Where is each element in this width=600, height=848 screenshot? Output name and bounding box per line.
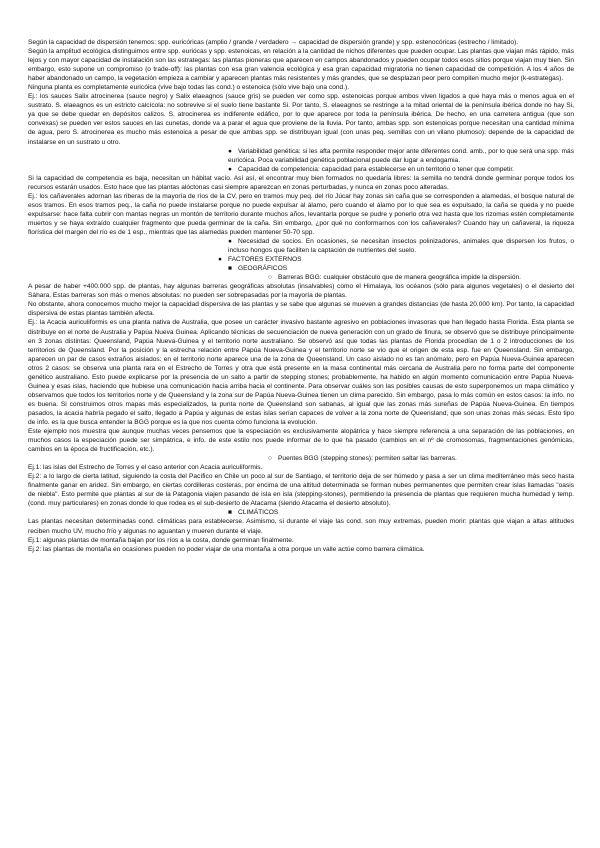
paragraph [28,38,574,47]
paragraph-text: CLIMÁTICOS [238,509,279,517]
bullet-item [228,237,574,255]
paragraph-text: Las plantas necesitan determinadas cond. climáticas para establecerse. Asimismo, si durante el viaje las cond. son muy extremas, pueden morir: plantas que viajan a altas altitudes reciben mucho UV, mucho frío y algunas no aguantan y mueren durante el viaje. [28,518,574,535]
paragraph [28,517,574,535]
paragraph [28,47,574,83]
paragraph [28,282,574,300]
paragraph-text: No obstante, ahora conocemos mucho mejor la capacidad dispersiva de las plantas y se sabe que algunas se mueven a grandes distancias (de hasta 20.000 km). Por tanto, la capacidad dispersiva de estas plantas también afecta. [28,301,574,318]
bullet-item [228,165,574,174]
bullet-item [268,273,574,282]
bullet-marker-icon: ● [228,238,232,246]
paragraph-text: Según la amplitud ecológica distinguimos entre spp. euriócas y spp. estenoicas, en relación a la cantidad de nichos diferentes que pueden ocupar. Las plantas que viajan más rápido, más lejos y con mayor capacidad de instalación son las estrategas: las plantas pioneras que aparecen en campos abandonados y pueden ocupar todos esos sitios porque viajan muy bien. Sin embargo, esto supone un compromiso (o trade-off): las plantas con esa gran valencia ecológica y esa gran capacidad migratoria no tienen capacidad de competición. A los 4 años de haber abandonado un campo, la vegetación empieza a cambiar y aparecen plantas más resistentes y más grandes, que se desplazan peor pero compiten mucho mejor (k-estrategas). [28,48,574,83]
paragraph [28,472,574,508]
paragraph [28,536,574,545]
paragraph-text: Variabilidad genética: si les afta permite responder mejor ante diferentes cond. amb., por lo que será una spp. más euricóica. Poca variabilidad genética poblacional puede dar lugar a endogamia. [228,147,574,164]
bullet-item [228,508,574,517]
paragraph-text: Ej.: la Acacia auriculiformis es una planta nativa de Australia, que posee un carácter invasivo bastante agresivo en poblaciones invasoras que han llegado hasta Florida. Esta planta se distribuye en el norte de Australia y Papúa Nueva Guinea. Aplicando técnicas de secuenciación de nueva generación con un grado de finura, se observó que se distribuye principalmente en 3 zonas distintas: Queensland, Papúa Nueva-Guinea y el territorio norte australiano. Se observó así que todas las plantas de Florida procedían de 1 o 2 introducciones de los territorios de Queensland. Por la posición y la estrecha relación entre Papúa Nueva-Guinea y el territorio norte se vio que el origen de esta esp. fue en Queensland. Sin embargo, aparecen un par de casos extraños aislados: en el territorio norte aparece una de la zona de Queensland. Un caso aislado no es tan anómalo, pero en Papúa Nueva-Guinea aparecen otros 2 casos: se observa una planta rara en el Estrecho de Torres y otra que está presente en la masa continental más cercana de Australia pero no forma parte del componente genético australiano. Esto puede explicarse por la presencia de un salto a partir de stepping stones; probablemente, ha habido en algún momento comunicación entre Papúa Nueva-Guinea y esas islas, haciendo que hubiese una comunicación hacia arriba hacia el continente. Para observar cuáles son las posibles causas de esto superponemos un mapa climático y observamos que todos los territorios norte y de Queensland y la zona sur de Papúa Nueva-Guinea tienen un clima parecido. Sin embargo, pasa lo más común en estos casos: la info. no es buena. Si construimos otros mapas más especializados, la punta norte de Queensland son sabanas, al igual que las zonas más sureñas de Papúa Nueva-Guinea. En tiempos pasados, la acacia habría pegado el salto, llegado a Papúa y algunas de estas islas serían capaces de volver a la zona norte de Queensland, que son unas zonas más secas. Esto tipo de info. es la que busca entender la BGG porque es la que nos cuenta cómo funciona la evolución. [28,319,574,426]
paragraph [28,545,574,554]
paragraph [28,300,574,318]
paragraph [28,318,574,427]
bullet-marker-icon: ■ [228,265,232,273]
paragraph-text: Si la capacidad de competencia es baja, necesitan un hábitat vacío. Así así, el encontrar muy bien formados no quedaría libres: la semilla no tendrá donde germinar porque todos los recursos estarán usados. Esto hace que las plantas alóctonas casi siempre aparezcan en zonas perturbadas, y nunca en zonas poco alteradas. [28,174,574,191]
paragraph-text: Ej.2: a lo largo de cierta latitud, siguiendo la costa del Pacífico en Chile un poco al sur de Santiago, el territorio deja de ser húmedo y pasa a ser un clima mediterráneo más seco hasta finalmente ganar en aridez. Sin embargo, en ciertas cordilleras costeras, por encima de una altitud determinada se forman nubes permanentes que permiten crear islas llamadas "oasis de niebla". Esto permite que plantas al sur de la Patagonia viajen pasando de isla en isla (stepping-stones), permitiendo la presencia de plantas que requieren mucha humedad y temp. (cond. muy particulares) en zonas donde lo que rodea es el sub-desierto de Atacama (siendo Atacama el desierto absoluto). [28,473,574,508]
paragraph [28,174,574,192]
paragraph-text: Este ejemplo nos muestra que aunque muchas veces pensemos que la especiación es exclusivamente alopátrica y hace siempre referencia a una separación de las poblaciones, en muchos casos la especiación puede ser simpátrica, e info. de este estilo nos puede informar de lo que ha pasado (cambios en el nº de cromosomas, fragmentaciones genómicas, cambios en la época de fructificación, etc.). [28,428,574,454]
paragraph-text: GEOGRÁFICOS [238,265,288,273]
paragraph-text: Ej.1: algunas plantas de montaña bajan por los ríos a la costa, donde germinan finalmente. [28,536,294,544]
paragraph-text: Ninguna planta es completamente euricóica (vive bajo todas las cond.) o estenoica (sólo vive bajo una cond.). [28,84,350,92]
paragraph-text: Según la capacidad de dispersión tenemos: spp. euricóricas (amplio / grande / verdadero → capacidad de dispersión grande) y spp. estenocóricas (estrecho / limitado). [28,39,519,46]
paragraph-text: Capacidad de competencia: capacidad para establecerse en un territorio o tener que competir. [238,165,515,173]
document-body [28,38,574,554]
bullet-marker-icon: ■ [228,509,232,517]
paragraph-text: A pesar de haber +400.000 spp. de plantas, hay algunas barreras geográficas absolutas (insalvables) como el Himalaya, los océanos (sólo para algunos vegetales) o el desierto del Sáhara. Estas barreras son más o menos absolutas: no pueden ser sobrepasadas por la mayoría de plantas. [28,283,574,300]
bullet-marker-icon: ● [228,165,232,173]
paragraph-text: Necesidad de socios. En ocasiones, se necesitan insectos polinizadores, animales que dispersen los frutos, o incluso hongos que faciliten la captación de nutrientes del suelo. [228,238,574,255]
bullet-marker-icon: ● [218,256,222,264]
paragraph-text: Ej.: los cañaverales adornan las riberas de la mayoría de ríos de la CV, pero en tramos muy peq. del río Júcar hay zonas sin caña que se corresponden a alamedas, el bosque natural de esos tramos. En esos tramos peq., la caña no puede instalarse porque no puede expulsar al álamo, pero cuando el álamo por lo que sea es expulsado, la caña se queda y no puede expulsarse: hace falta cubrir con mantas negras un montón de territorio durante muchos años, levantarla porque se pudre y ponerlo otra vez hasta que los rizomas estén completamente muertos y se haya extraído cualquier fragmento que pueda germinar de la caña. Sin embargo, ¿por qué no conformarnos con los cañaverales? Cuando hay un cañaveral, la riqueza florística del margen del río es de 1 esp., mientras que las alamedas pueden mantener 50-70 spp. [28,192,574,236]
bullet-marker-icon: ○ [268,455,272,463]
bullet-marker-icon: ○ [268,274,272,282]
paragraph-text: Barreras BGG: cualquier obstáculo que de manera geográfica impide la dispersión. [278,274,522,282]
paragraph-text: Ej.: los sauces Salix atrocinerea (sauce negro) y Salix elaeagnos (sauce gris) se pueden ver como spp. estenoicas porque ambos viven ligados a que haya más o menos agua en el sustrato. S. elaeagnos es un estricto calcícola: no sobrevive si el suelo tiene bastante Si. Por tanto, S. elaeagnos se restringe a la mitad oriental de la península ibérica donde no hay Si, ya que se debe quedar en depósitos calizos. S. atrocinerea es indiferente edáfico, por lo que aparece por toda la península ibérica. De hecho, en una carretera antigua (que son convexas) se pueden ver estos sauces en las cunetas, donde va a parar el agua que proviene de la lluvia. Por tanto, ambas spp. son estenoicas porque necesitan una cantidad mínima de agua, pero S. atrocinerea es mucho más estenoica a pesar de que ambas spp. se distribuyan igual (con unas peq. semillas con un vilano plumoso): depende de la capacidad de instalarse en un sustrato u otro. [28,93,574,146]
paragraph-text: Puentes BGG (stepping stones): permiten saltar las barreras. [278,455,457,463]
bullet-item [268,454,574,463]
paragraph-text: Ej.1: las islas del Estrecho de Torres y el caso anterior con Acacia auriculiformis. [28,464,263,472]
paragraph-text: Ej.2: las plantas de montaña en ocasiones pueden no poder viajar de una montaña a otra porque un valle actúe como barrera climática. [28,545,425,553]
paragraph [28,192,574,237]
bullet-marker-icon: ● [228,147,232,155]
bullet-item [228,264,574,273]
paragraph [28,83,574,92]
paragraph [28,92,574,146]
paragraph [28,427,574,454]
paragraph [28,463,574,472]
paragraph-text: FACTORES EXTERNOS [228,256,302,264]
bullet-item [228,147,574,165]
bullet-item [218,255,574,264]
